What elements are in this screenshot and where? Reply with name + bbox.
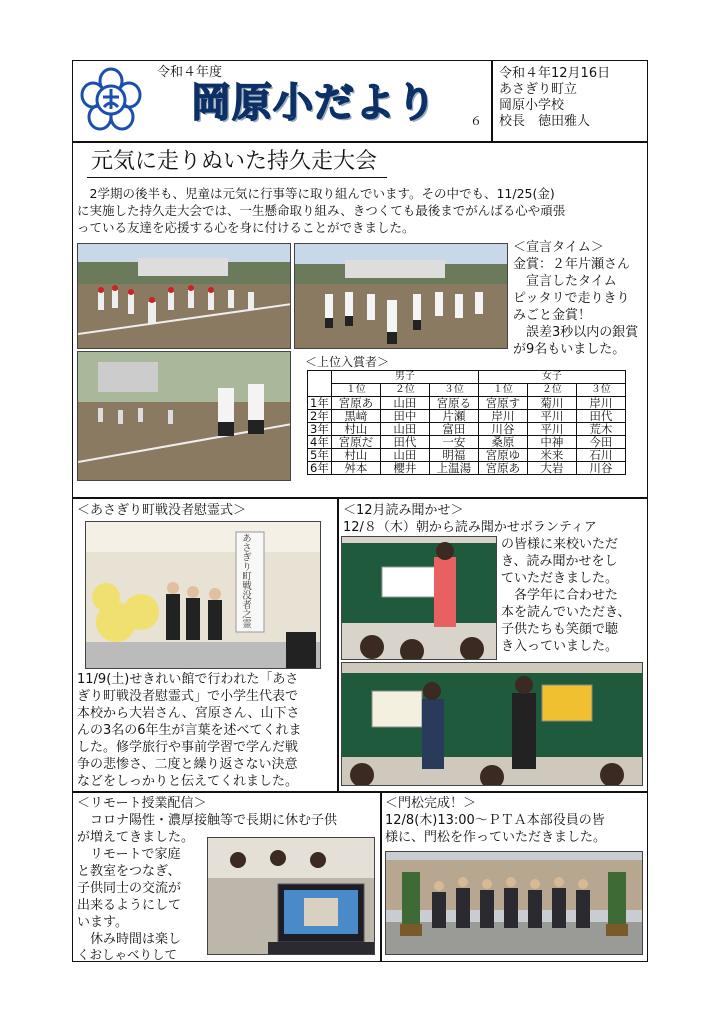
- kadomatsu-body-1: 12/8(木)13:00～ＰＴＡ本部役員の皆: [385, 813, 605, 828]
- remote-title: ＜リモート授業配信＞: [77, 796, 207, 811]
- masthead-title: 岡原小だより: [191, 80, 437, 126]
- memorial-body-3: 本校から大岩さん、宮原さん、山下さ: [77, 706, 300, 721]
- ranking-table: [307, 370, 626, 475]
- memorial-body-6: 争の悲惨さ、二度と繰り返さない決意: [77, 757, 298, 772]
- ranking-girls-header: 女子: [478, 371, 625, 384]
- ranking-place-header: １位: [331, 384, 380, 397]
- school-name: 岡原小学校: [499, 98, 565, 113]
- reading-title: ＜12月読み聞かせ＞: [343, 503, 464, 518]
- declaration-line-6: が9名もいました。: [513, 342, 626, 357]
- reading-photo-1: [341, 536, 497, 660]
- table-row: 6年 舛本 櫻井 上温湯 宮原あ 大岩 川谷: [308, 462, 626, 475]
- ranking-title: ＜上位入賞者＞: [305, 355, 390, 369]
- school-town: あさぎり町立: [499, 82, 578, 97]
- marathon-start-photo-2: [294, 243, 508, 349]
- table-row: 4年 宮原だ 田代 一安 桑原 中神 今田: [308, 436, 626, 449]
- marathon-intro-1: 2学期の後半も、児童は元気に行事等に取り組んでいます。その中でも、11/25(金): [77, 186, 555, 201]
- memorial-body-2: ぎり町戦没者慰霊式」で小学生代表で: [77, 689, 299, 704]
- kadomatsu-photo: [385, 851, 643, 955]
- reading-body-5: 本を読んでいただき、: [501, 605, 631, 620]
- remote-body-7: います。: [77, 915, 128, 930]
- ranking-boys-header: 男子: [331, 371, 478, 384]
- remote-body-8: 休み時間は楽し: [77, 932, 182, 947]
- remote-body-9: くおしゃべりして: [77, 947, 178, 962]
- memorial-photo: [85, 521, 321, 669]
- table-row: 2年 黒﨑 田中 片瀬 岸川 平川 田代: [308, 410, 626, 423]
- remote-body-4: と教室をつなぎ、: [77, 864, 181, 879]
- remote-body-5: 子供同士の交流が: [77, 881, 182, 896]
- reading-body-6: 子供たちも笑顔で聴: [501, 622, 619, 637]
- issue-number: ６: [470, 114, 483, 128]
- memorial-monument-text: あさぎり町戦没者之霊: [240, 533, 251, 628]
- memorial-body-4: んの3名の6年生が言葉を述べてくれま: [77, 723, 302, 738]
- table-row: 1年 宮原あ 山田 宮原る 宮原す 菊川 岸川: [308, 397, 626, 410]
- marathon-running-photo: [77, 351, 291, 481]
- ranking-place-header: ３位: [429, 384, 478, 397]
- table-row: 3年 村山 山田 富田 川谷 平川 荒木: [308, 423, 626, 436]
- marathon-start-photo-1: [77, 243, 291, 349]
- declaration-line-5: 誤差3秒以内の銀賞: [513, 325, 639, 340]
- remote-body-3: リモートで家庭: [77, 847, 181, 862]
- declaration-line-4: みごと金賞！: [513, 308, 592, 323]
- era-label: 令和４年度: [157, 65, 223, 80]
- principal-name: 校長 徳田雅人: [499, 114, 591, 129]
- declaration-title: ＜宣言タイム＞: [513, 240, 604, 255]
- school-emblem-icon: [79, 67, 143, 131]
- declaration-line-1: 金賞：２年片瀬さん: [513, 257, 631, 272]
- declaration-line-3: ピッタリで走りきり: [513, 291, 630, 306]
- issue-date: 令和４年12月16日: [499, 66, 611, 81]
- remote-body-2: が増えてきました。: [77, 830, 195, 845]
- kadomatsu-title: ＜門松完成！＞: [385, 796, 477, 811]
- ranking-place-header: ２位: [380, 384, 429, 397]
- table-row: 5年 村山 山田 明福 宮原ゆ 米来 石川: [308, 449, 626, 462]
- memorial-body-7: などをしっかりと伝えてくれました。: [77, 774, 299, 789]
- declaration-line-2: 宣言したタイム: [513, 274, 617, 289]
- memorial-title: ＜あさぎり町戦没者慰霊式＞: [77, 503, 247, 518]
- reading-lead: 12/８（木）朝から読み聞かせボランティア: [343, 520, 597, 535]
- memorial-body-5: した。修学旅行や事前学習で学んだ戦: [77, 740, 299, 755]
- memorial-body-1: 11/9(土)せきれい館で行われた「あさ: [77, 672, 299, 687]
- remote-body-1: コロナ陽性・濃厚接触等で長期に休む子供: [77, 813, 338, 828]
- reading-body-4: 各学年に合わせた: [501, 588, 619, 603]
- reading-body-2: き、読み聞かせをし: [501, 554, 618, 569]
- ranking-place-header: ２位: [527, 384, 576, 397]
- kadomatsu-body-2: 様に、門松を作っていただきました。: [385, 830, 607, 845]
- marathon-intro-2: に実施した持久走大会では、一生懸命取り組み、きつくても最後までがんばる心や頑張: [77, 203, 566, 218]
- reading-body-1: の皆様に来校いただ: [501, 537, 619, 552]
- reading-photo-2: [341, 662, 643, 786]
- ranking-place-header: ３位: [576, 384, 625, 397]
- remote-photo: [207, 837, 375, 955]
- ranking-place-header: １位: [478, 384, 527, 397]
- marathon-intro-3: っている友達を応援する心を身に付けることができました。: [77, 220, 415, 235]
- remote-body-6: 出来るようにして: [77, 898, 182, 913]
- reading-body-3: ていただきました。: [501, 571, 619, 586]
- newsletter-page: [72, 60, 648, 962]
- marathon-headline: 元気に走りぬいた持久走大会: [91, 149, 378, 174]
- reading-body-7: き入っていました。: [501, 639, 619, 654]
